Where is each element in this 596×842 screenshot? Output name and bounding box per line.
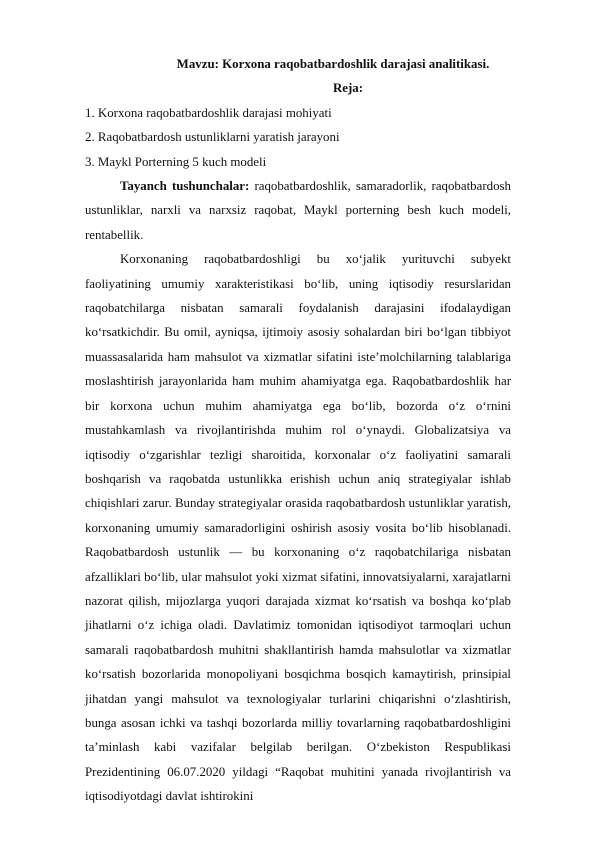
key-terms-paragraph xyxy=(85,174,511,247)
plan-item: 1. Korxona raqobatbardoshlik darajasi mohiyati xyxy=(85,105,332,120)
document-title: Mavzu: Korxona raqobatbardoshlik darajasi analitikasi. xyxy=(176,57,490,71)
key-terms-text: raqobatbardoshlik, samaradorlik, raqobatbardosh ustunliklar, narxli va narxsiz raqobat, Maykl porterning besh kuch modeli, rentabellik. xyxy=(85,179,511,242)
plan-item: 2. Raqobatbardosh ustunliklarni yaratish jarayoni xyxy=(85,130,340,145)
plan-list xyxy=(85,101,511,174)
key-terms-label: Tayanch tushunchalar: xyxy=(120,179,250,194)
plan-item: 3. Maykl Porterning 5 kuch modeli xyxy=(85,154,267,169)
body-paragraph: Korxonaning raqobatbardoshligi bu xo‘jalik yurituvchi subyekt faoliyatining umumiy xarakteristikasi bo‘lib, uning iqtisodiy resurslaridan raqobatchilarga nisbatan samarali foydalanish darajasini ifodalaydigan ko‘rsatkichdir. Bu omil, ayniqsa, ijtimoiy asosiy sohalardan biri bo‘lgan tibbiyot muassasalarida ham mahsulot va xizmatlar sifatini iste’molchilarning talablariga moslashtirish jarayonlarida ham muhim ahamiyatga ega. Raqobatbardoshlik har bir korxona uchun muhim ahamiyatga ega bo‘lib, bozorda o‘z o‘rnini mustahkamlash va rivojlantirishda muhim rol o‘ynaydi. Globalizatsiya va iqtisodiy o‘zgarishlar tezligi sharoitida, korxonalar o‘z faoliyatini samarali boshqarish va raqobatda ustunlikka erishish uchun aniq strategiyalar ishlab chiqishlari zarur. Bunday strategiyalar orasida raqobatbardosh ustunliklar yaratish, korxonaning umumiy samaradorligini oshirish asosiy vosita bo‘lib hisoblanadi. Raqobatbardosh ustunlik — bu korxonaning o‘z raqobatchilariga nisbatan afzalliklari bo‘lib, ular mahsulot yoki xizmat sifatini, innovatsiyalarni, xarajatlarni nazorat qilish, mijozlarga yuqori darajada xizmat ko‘rsatish va boshqa ko‘plab jihatlarni o‘z ichiga oladi. Davlatimiz tomonidan iqtisodiyot tarmoqlari uchun samarali raqobatbardosh muhitni shakllantirish hamda mahsulotlar va xizmatlar ko‘rsatish bozorlarida monopoliyani bosqichma bosqich kamaytirish, prinsipial jihatdan yangi mahsulot va texnologiyalar turlarini chiqarishni o‘zlashtirish, bunga asosan ichki va tashqi bozorlarda milliy tovarlarning raqobatbardoshligini ta’minlash kabi vazifalar belgilab berilgan. O‘zbekiston Respublikasi Prezidentining 06.07.2020 yildagi “Raqobat muhitini yanada rivojlantirish va iqtisodiyotdagi davlat ishtirokini xyxy=(85,252,511,804)
document-page xyxy=(85,52,511,809)
plan-heading: Reja: xyxy=(332,81,364,96)
